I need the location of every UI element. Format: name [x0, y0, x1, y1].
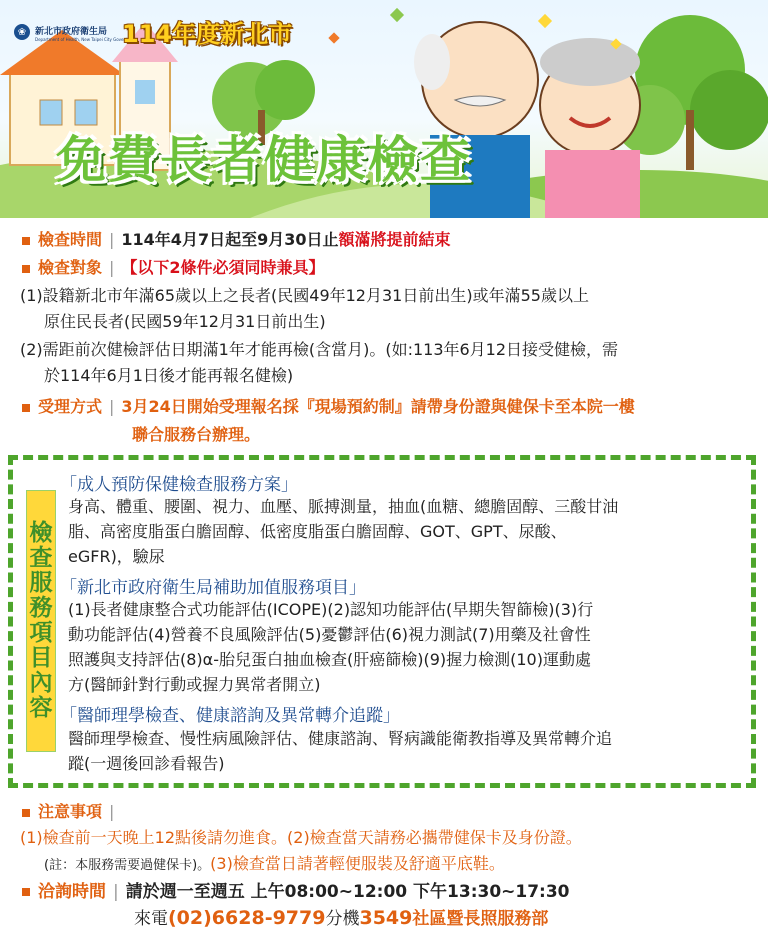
service-2-line-4: 方(醫師針對行動或握力異常者開立) [68, 675, 321, 694]
phone-number[interactable]: (02)6628-9779 [168, 907, 326, 929]
service-2-line-3: 照護與支持評估(8)α-胎兒蛋白抽血檢查(肝癌篩檢)(9)握力檢測(10)運動處 [68, 650, 591, 669]
service-1-line-3: eGFR)，驗尿 [68, 547, 165, 566]
contact-row: 洽詢時間 | 請於週一至週五 上午08:00~12:00 下午13:30~17:30 [22, 880, 570, 904]
bullet-icon [22, 888, 30, 896]
method-row: 受理方式 | 3月24日開始受理報名採『現場預約制』請帶身份證與健保卡至本院一樓 [22, 395, 635, 419]
exam-time-note: 額滿將提前結束 [338, 230, 451, 249]
service-1-line-2: 脂、高密度脂蛋白膽固醇、低密度脂蛋白膽固醇、GOT、GPT、尿酸、 [68, 522, 567, 541]
bullet-icon [22, 265, 30, 273]
notes-row: 注意事項 | [22, 800, 121, 824]
service-2-title: 「新北市政府衛生局補助加值服務項目」 [60, 578, 366, 598]
service-3-title: 「醫師理學檢查、健康諮詢及異常轉介追蹤」 [60, 706, 400, 726]
header-banner [0, 0, 768, 218]
notes-label: 注意事項 [38, 802, 103, 821]
note-2: (2)檢查當天請務必攜帶健保卡及身份證。 [287, 828, 582, 847]
condition-1-line-2: 原住民長者(民國59年12月31日前出生) [44, 312, 326, 331]
phone-prefix: 來電 [134, 909, 168, 929]
services-vertical-label: 檢 查 服 務 項 目 內 容 [26, 490, 56, 752]
service-3-line-2: 蹤(一週後回診看報告) [68, 754, 225, 773]
logo-name: 新北市政府衛生局 [35, 27, 108, 37]
target-note: 【以下2條件必須同時兼具】 [121, 258, 325, 277]
contact-phone-row [134, 906, 548, 931]
logo-english: Department of Health, New Taipei City Government [35, 37, 139, 42]
department: 社區暨長照服務部 [412, 909, 549, 929]
service-2-line-2: 動功能評估(4)營養不良風險評估(5)憂鬱評估(6)視力測試(7)用藥及社會性 [68, 625, 591, 644]
service-2-line-1: (1)長者健康整合式功能評估(ICOPE)(2)認知功能評估(早期失智篩檢)(3)行 [68, 600, 594, 619]
target-label: 檢查對象 [38, 258, 103, 277]
health-bureau-logo [14, 24, 138, 42]
exam-time-row: 檢查時間 | 114年4月7日起至9月30日止額滿將提前結束 [22, 228, 451, 252]
service-3-line-1: 醫師理學檢查、慢性病風險評估、健康諮詢、腎病識能衛教指導及異常轉介追 [68, 729, 613, 748]
condition-2-line-2: 於114年6月1日後才能再報名健檢) [44, 366, 294, 385]
notes-line-2 [44, 852, 505, 878]
ext-prefix: 分機 [325, 909, 360, 929]
method-line-2: 聯合服務台辦理。 [132, 425, 261, 444]
condition-2-line-1: (2)需距前次健檢評估日期滿1年才能再檢(含當月)。(如:113年6月12日接受健檢，需 [20, 340, 619, 359]
condition-1-line-1: (1)設籍新北市年滿65歲以上之長者(民國49年12月31日前出生)或年滿55歲以上 [20, 286, 589, 305]
note-3: (3)檢查當日請著輕便服裝及舒適平底鞋。 [210, 854, 505, 873]
year-title: 114年度新北市 [122, 20, 293, 48]
main-title: 免費長者健康檢查 [56, 130, 472, 189]
exam-time-label: 檢查時間 [38, 230, 103, 249]
method-line-1: 3月24日開始受理報名採『現場預約制』請帶身份證與健保卡至本院一樓 [121, 397, 635, 416]
bullet-icon [22, 404, 30, 412]
exam-time-value: 114年4月7日起至9月30日止 [121, 230, 339, 249]
note-1: (1)檢查前一天晚上12點後請勿進食。 [20, 828, 288, 847]
method-label: 受理方式 [38, 397, 103, 416]
target-row: 檢查對象 | 【以下2條件必須同時兼具】 [22, 256, 325, 280]
contact-hours: 請於週一至週五 上午08:00~12:00 下午13:30~17:30 [125, 882, 570, 902]
notes-line-1 [20, 826, 582, 850]
service-1-title: 「成人預防保健檢查服務方案」 [60, 475, 298, 495]
contact-label: 洽詢時間 [38, 882, 106, 902]
note-small: (註：本服務需要過健保卡)。 [44, 858, 211, 873]
ext-number: 3549 [359, 907, 413, 929]
service-1-line-1: 身高、體重、腰圍、視力、血壓、脈搏測量，抽血(血糖、總膽固醇、三酸甘油 [68, 497, 619, 516]
bullet-icon [22, 809, 30, 817]
bullet-icon [22, 237, 30, 245]
bureau-emblem-icon: ❀ [14, 24, 30, 40]
